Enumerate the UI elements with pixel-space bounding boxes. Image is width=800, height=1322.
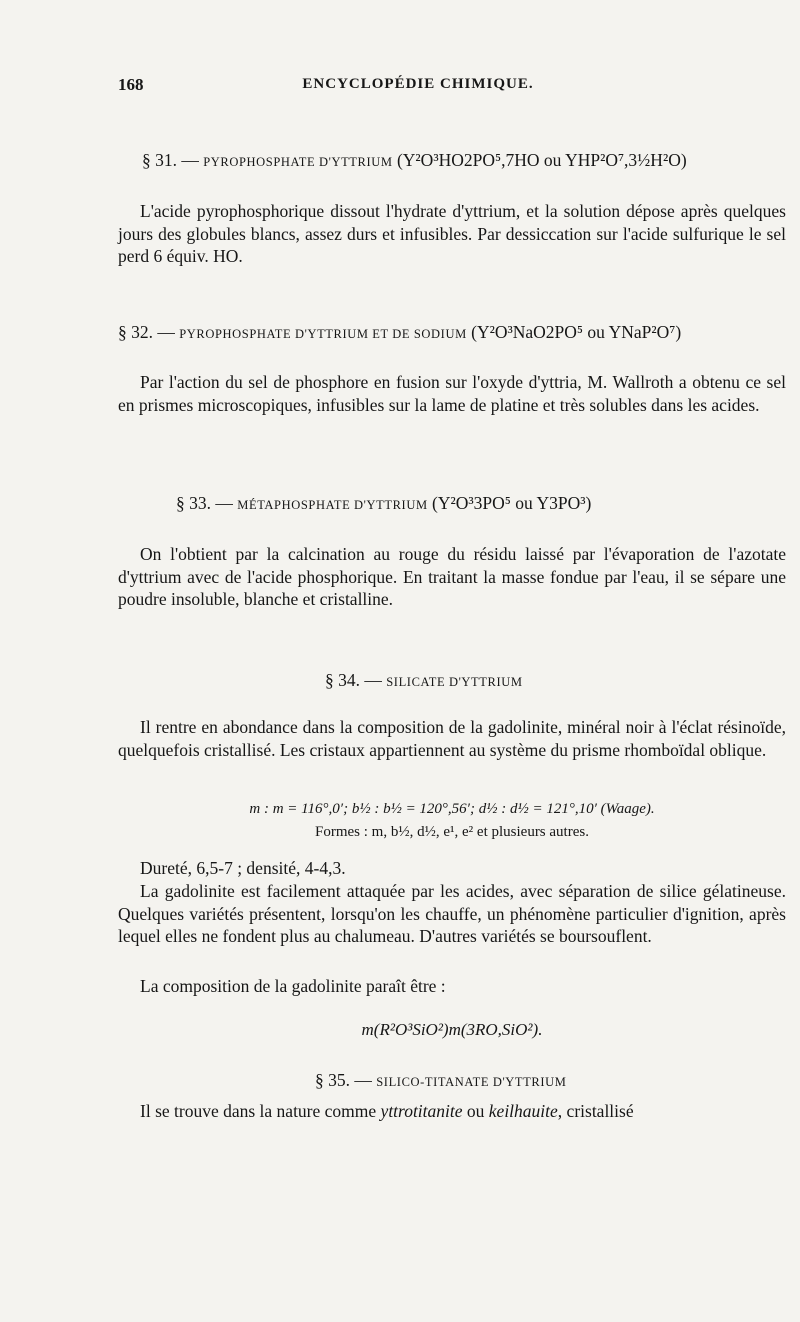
- composition-intro: La composition de la gadolinite paraît être :: [140, 976, 446, 996]
- section-35-number: § 35. —: [315, 1070, 372, 1090]
- section-32-heading: [118, 322, 681, 343]
- term-keilhauite: keilhauite: [488, 1101, 558, 1121]
- section-34-text2: La gadolinite est facilement attaquée par les acides, avec séparation de silice gélatineuse. Quelques variétés présentent, lorsqu'on les chauffe, un phénomène particulier d'ignition, après lequel elles ne fondent plus au chalumeau. D'autres variétés se boursouflent.: [118, 881, 786, 946]
- section-34-text2-block: [118, 880, 786, 972]
- hardness-density: Dureté, 6,5-7 ; densité, 4-4,3.: [140, 858, 346, 878]
- section-33-heading: [176, 493, 591, 514]
- section-35-text: [118, 1100, 786, 1123]
- section-34-text-block: [118, 716, 786, 786]
- page-number: 168: [118, 75, 144, 94]
- section-32-text-block: [118, 371, 786, 441]
- section-35-title: SILICO-TITANATE D'YTTRIUM: [376, 1075, 567, 1089]
- running-title: ENCYCLOPÉDIE CHIMIQUE.: [302, 76, 534, 92]
- section-31-formula: (Y²O³HO2PO⁵,7HO ou YHP²O⁷,3½H²O): [396, 150, 687, 170]
- section-31-text: L'acide pyrophosphorique dissout l'hydrate d'yttrium, et la solution dépose après quelques jours des globules blancs, assez durs et infusibles. Par dessiccation sur l'acide sulfurique le sel perd 6 équiv. HO.: [118, 201, 786, 266]
- section-31-title: PYROPHOSPHATE D'YTTRIUM: [203, 155, 393, 169]
- section-31-heading: [142, 150, 687, 171]
- section-35-heading: [315, 1070, 566, 1091]
- crystal-forms: Formes : m, b½, d½, e¹, e² et plusieurs autres.: [315, 824, 589, 840]
- section-33-number: § 33. —: [176, 493, 233, 513]
- section-32-text: Par l'action du sel de phosphore en fusion sur l'oxyde d'yttria, M. Wallroth a obtenu ce sel en prismes microscopiques, infusibles sur la lame de platine et très solubles dans les acides.: [118, 372, 786, 415]
- section-35-text-b: ou: [462, 1101, 489, 1121]
- section-33-text: On l'obtient par la calcination au rouge du résidu laissé par l'évaporation de l'azotate d'yttrium avec de l'acide phosphorique. En traitant la masse fondue par l'eau, il se sépare une poudre insoluble, blanche et cristalline.: [118, 544, 786, 609]
- term-yttrotitanite: yttrotitanite: [380, 1101, 463, 1121]
- section-34-title: SILICATE D'YTTRIUM: [386, 675, 523, 689]
- section-34-heading: [325, 670, 523, 691]
- section-32-title: PYROPHOSPHATE D'YTTRIUM ET DE SODIUM: [179, 327, 467, 341]
- section-34-number: § 34. —: [325, 670, 382, 690]
- section-33-title: MÉTAPHOSPHATE D'YTTRIUM: [237, 498, 428, 512]
- section-35-text-c: , cristallisé: [557, 1101, 634, 1121]
- section-32-formula: (Y²O³NaO2PO⁵ ou YNaP²O⁷): [471, 322, 682, 342]
- running-head: [118, 75, 758, 99]
- section-33-text-block: [118, 543, 786, 613]
- section-31-text-block: [118, 200, 786, 270]
- composition-formula: m(R²O³SiO²)m(3RO,SiO²).: [361, 1020, 543, 1039]
- section-34-text: Il rentre en abondance dans la composition de la gadolinite, minéral noir à l'éclat résinoïde, quelquefois cristallisé. Les cristaux appartiennent au système du prisme rhomboïdal oblique.: [118, 717, 786, 760]
- section-32-number: § 32. —: [118, 322, 175, 342]
- section-33-formula: (Y²O³3PO⁵ ou Y3PO³): [432, 493, 592, 513]
- crystal-angles: m : m = 116°,0′; b½ : b½ = 120°,56′; d½ : d½ = 121°,10′ (Waage).: [249, 801, 655, 817]
- section-31-number: § 31. —: [142, 150, 199, 170]
- section-35-text-a: Il se trouve dans la nature comme: [140, 1101, 381, 1121]
